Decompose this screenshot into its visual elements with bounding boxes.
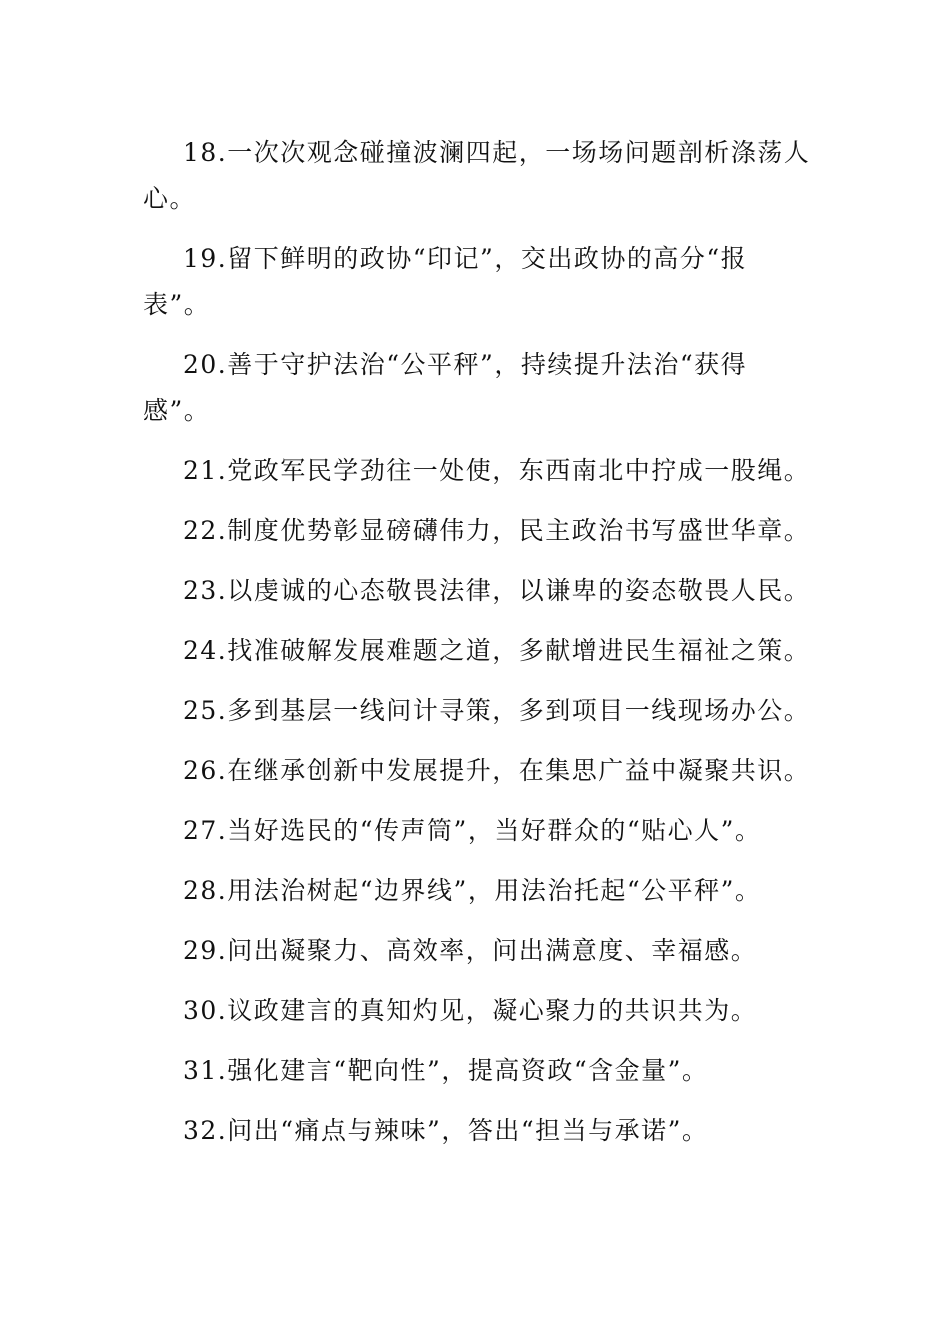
item-20-line1: 20.善于守护法治“公平秤”，持续提升法治“获得: [183, 350, 748, 379]
list-item-28: 28.用法治树起“边界线”，用法治托起“公平秤”。: [183, 876, 762, 905]
list-item-27: 27.当好选民的“传声筒”，当好群众的“贴心人”。: [183, 816, 762, 845]
list-item-21: 21.党政军民学劲往一处使，东西南北中拧成一股绳。: [183, 456, 811, 485]
list-item-32: 32.问出“痛点与辣味”，答出“担当与承诺”。: [183, 1116, 709, 1145]
list-item-30: 30.议政建言的真知灼见，凝心聚力的共识共为。: [183, 996, 758, 1025]
list-item-20: [143, 342, 793, 434]
item-18-line1: 18.一次次观念碰撞波澜四起，一场场问题剖析涤荡人: [183, 138, 811, 167]
list-item-18: [143, 130, 811, 222]
list-item-25: 25.多到基层一线问计寻策，多到项目一线现场办公。: [183, 696, 811, 725]
list-item-23: 23.以虔诚的心态敬畏法律，以谦卑的姿态敬畏人民。: [183, 576, 811, 605]
item-19-line2: 表”。: [143, 290, 211, 319]
list-item-22: 22.制度优势彰显磅礴伟力，民主政治书写盛世华章。: [183, 516, 811, 545]
list-item-19: [143, 236, 793, 328]
list-item-29: 29.问出凝聚力、高效率，问出满意度、幸福感。: [183, 936, 758, 965]
item-18-line2: 心。: [143, 184, 197, 213]
item-20-line2: 感”。: [143, 396, 211, 425]
document-body: [143, 130, 811, 1154]
list-item-26: 26.在继承创新中发展提升，在集思广益中凝聚共识。: [183, 756, 811, 785]
list-item-24: 24.找准破解发展难题之道，多献增进民生福祉之策。: [183, 636, 811, 665]
list-item-31: 31.强化建言“靶向性”，提高资政“含金量”。: [183, 1056, 709, 1085]
item-19-line1: 19.留下鲜明的政协“印记”，交出政协的高分“报: [183, 244, 748, 273]
